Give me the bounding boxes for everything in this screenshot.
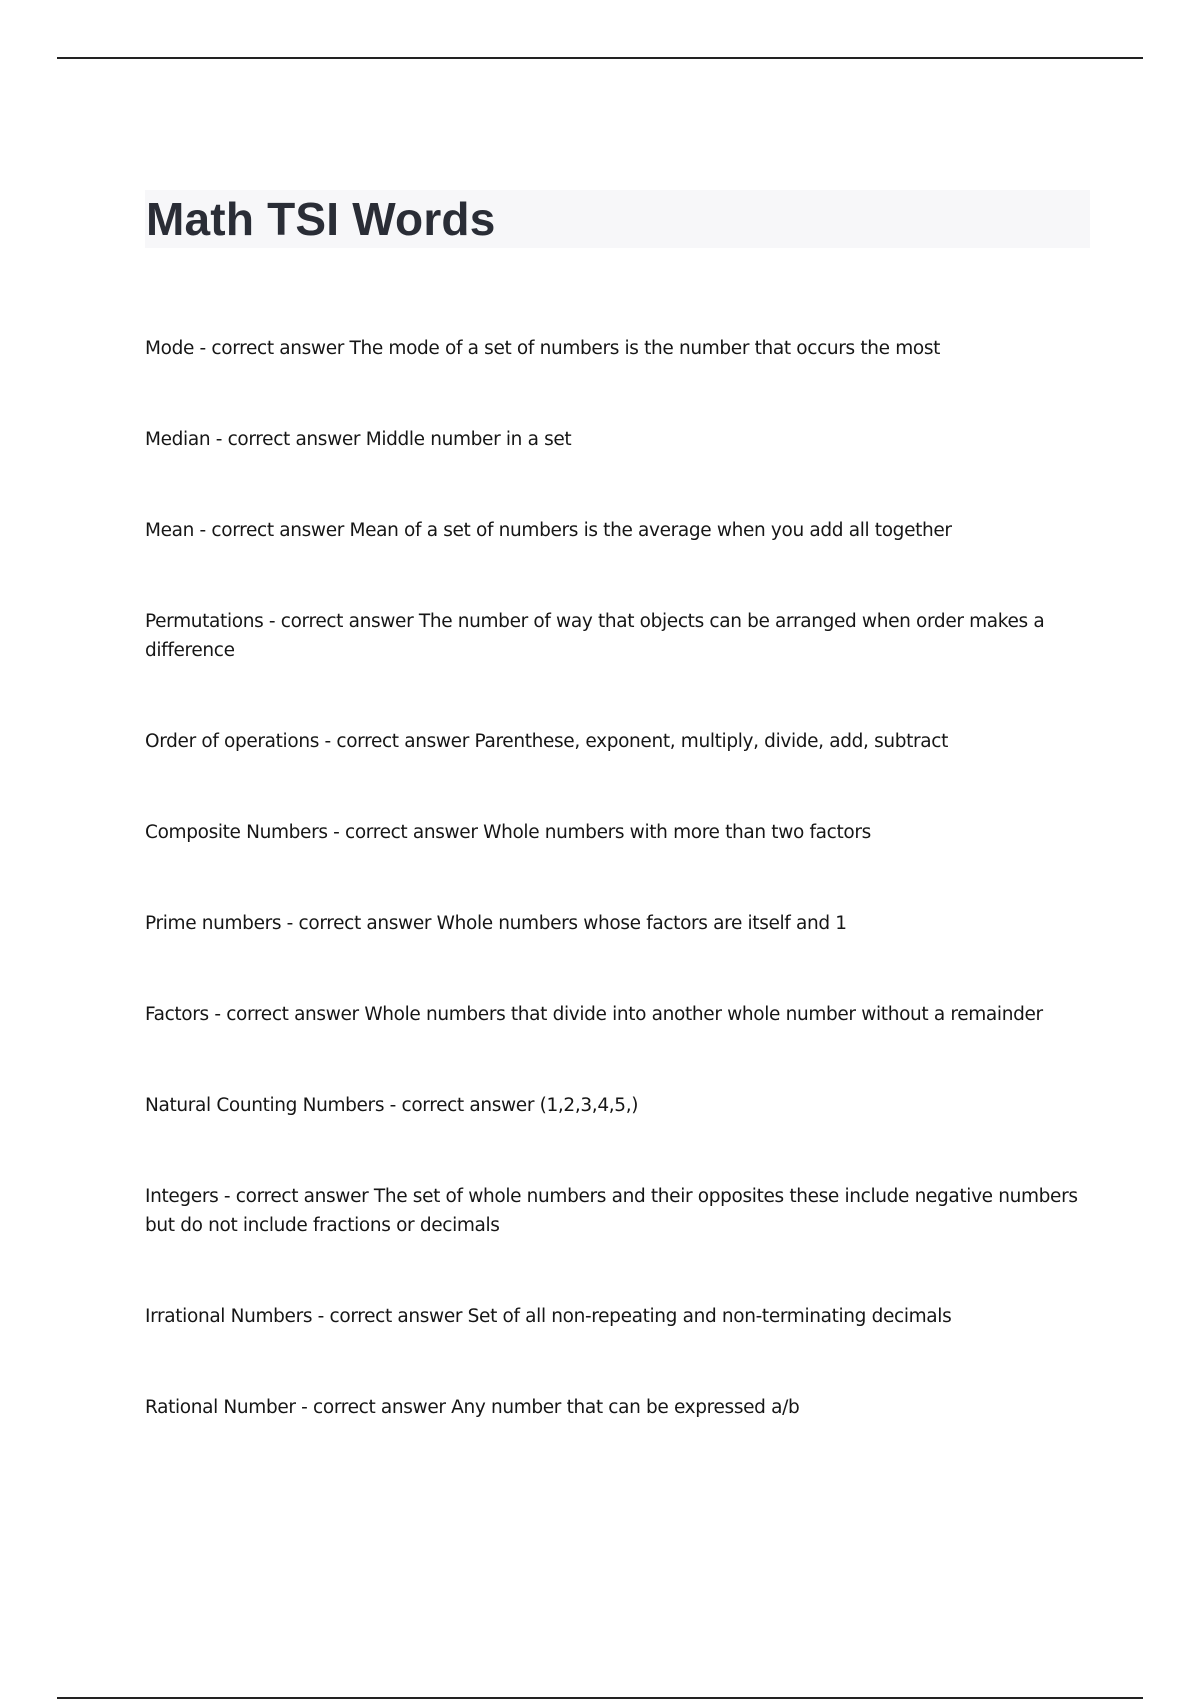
term-entry xyxy=(145,909,1090,938)
term-name: Permutations xyxy=(145,611,264,632)
term-name: Composite Numbers xyxy=(145,822,328,843)
term-definition: The number of way that objects can be arranged when order makes a difference xyxy=(145,611,1045,661)
term-separator: - correct answer xyxy=(263,611,419,632)
term-definition: The set of whole numbers and their opposites these include negative numbers but do not include fractions or decimals xyxy=(145,1186,1078,1236)
term-name: Integers xyxy=(145,1186,219,1207)
bottom-rule xyxy=(57,1697,1143,1699)
term-definition: Parenthese, exponent, multiply, divide, add, subtract xyxy=(474,731,949,752)
term-definition: (1,2,3,4,5,) xyxy=(539,1095,639,1116)
term-definition: Whole numbers whose factors are itself and 1 xyxy=(436,913,847,934)
term-definition: Mean of a set of numbers is the average when you add all together xyxy=(349,520,952,541)
term-definition: Whole numbers with more than two factors xyxy=(483,822,871,843)
term-name: Factors xyxy=(145,1004,209,1025)
term-entry xyxy=(145,1302,1090,1331)
term-name: Order of operations xyxy=(145,731,319,752)
term-name: Natural Counting Numbers xyxy=(145,1095,385,1116)
term-separator: - correct answer xyxy=(194,338,350,359)
term-list xyxy=(145,334,1090,1484)
top-rule xyxy=(57,57,1143,59)
term-separator: - correct answer xyxy=(281,913,437,934)
term-entry xyxy=(145,607,1090,665)
term-definition: Any number that can be expressed a/b xyxy=(451,1397,800,1418)
term-entry xyxy=(145,727,1090,756)
term-entry xyxy=(145,334,1090,363)
term-separator: - correct answer xyxy=(312,1306,468,1327)
term-entry xyxy=(145,1182,1090,1240)
term-name: Prime numbers xyxy=(145,913,282,934)
term-name: Mean xyxy=(145,520,195,541)
term-separator: - correct answer xyxy=(210,429,366,450)
term-name: Mode xyxy=(145,338,195,359)
term-separator: - correct answer xyxy=(218,1186,374,1207)
term-entry xyxy=(145,516,1090,545)
term-separator: - correct answer xyxy=(295,1397,452,1418)
term-separator: - correct answer xyxy=(194,520,350,541)
term-definition: Whole numbers that divide into another whole number without a remainder xyxy=(364,1004,1043,1025)
term-name: Rational Number xyxy=(145,1397,296,1418)
term-separator: - correct answer xyxy=(318,731,475,752)
page-title: Math TSI Words xyxy=(146,193,496,245)
term-name: Irrational Numbers xyxy=(145,1306,313,1327)
term-entry xyxy=(145,425,1090,454)
term-definition: Middle number in a set xyxy=(365,429,572,450)
term-separator: - correct answer xyxy=(384,1095,540,1116)
term-entry xyxy=(145,818,1090,847)
term-definition: The mode of a set of numbers is the number that occurs the most xyxy=(349,338,941,359)
term-entry xyxy=(145,1091,1090,1120)
term-entry xyxy=(145,1393,1090,1422)
term-entry xyxy=(145,1000,1090,1029)
term-separator: - correct answer xyxy=(327,822,484,843)
term-name: Median xyxy=(145,429,211,450)
term-definition: Set of all non-repeating and non-terminating decimals xyxy=(467,1306,952,1327)
term-separator: - correct answer xyxy=(208,1004,365,1025)
